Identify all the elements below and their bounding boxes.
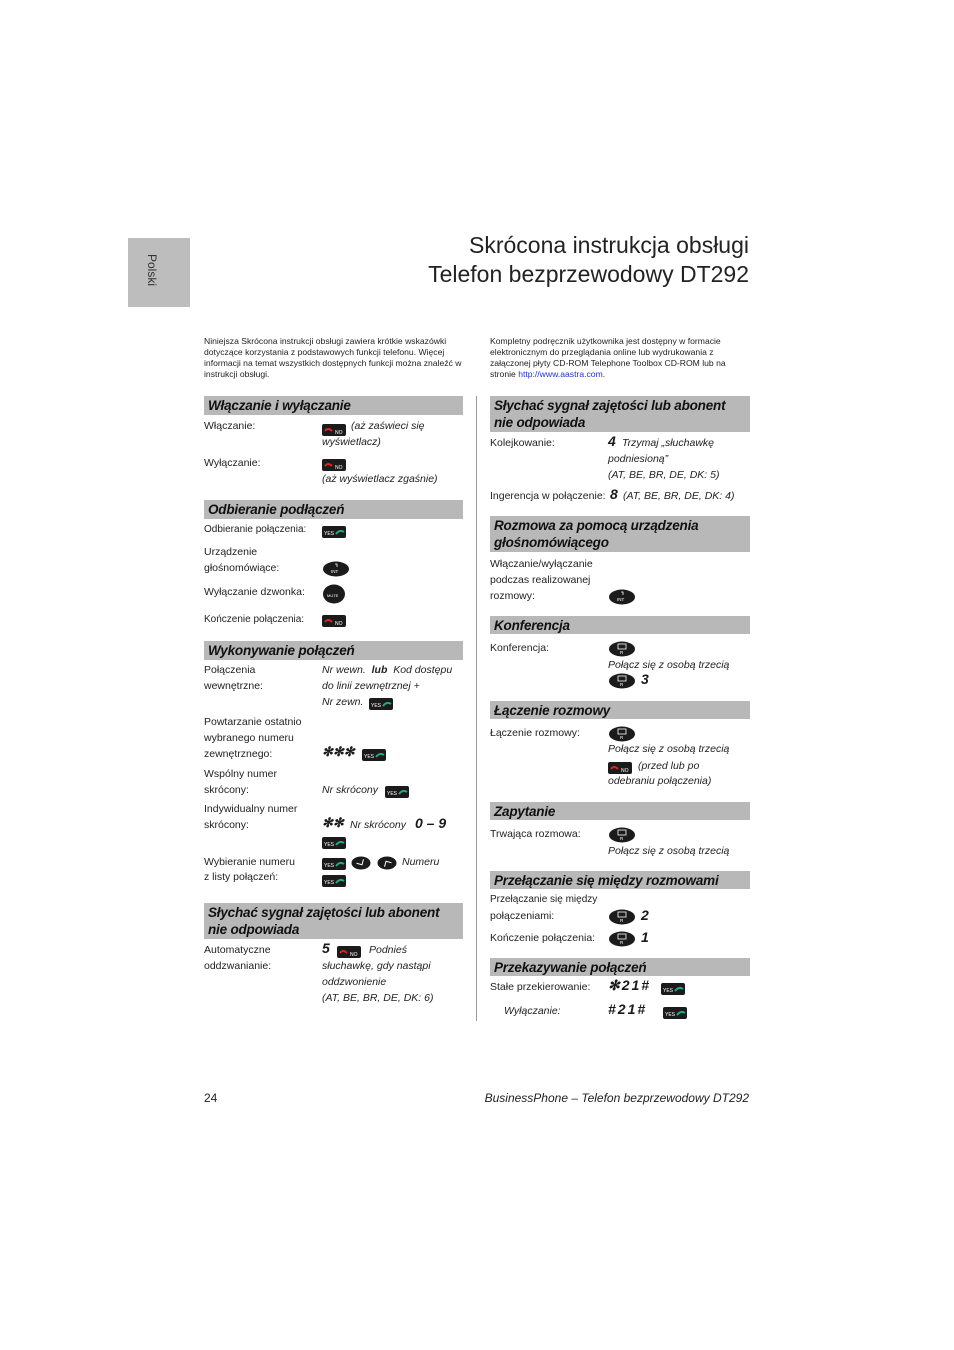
- r-key-icon: [608, 673, 636, 694]
- diversion-off-code: #21#: [608, 1001, 648, 1017]
- svg-text:YES: YES: [324, 531, 335, 537]
- section-header-transfer: Łączenie rozmowy: [490, 701, 750, 719]
- intrusion-digit: 8: [610, 486, 618, 502]
- switching-label-2: połączeniami:: [490, 910, 555, 922]
- queue-digit: 4: [608, 433, 616, 449]
- individual-speed-label-2: skrócony:: [204, 819, 249, 831]
- svg-text:YES: YES: [371, 703, 382, 709]
- common-speed-label-1: Wspólny numer: [204, 768, 277, 780]
- section-header-switching: Przełączanie się między rozmowami: [490, 871, 750, 889]
- language-tab: [128, 238, 190, 307]
- page-number: 24: [204, 1091, 218, 1105]
- diversion-off-label: Wyłączanie:: [504, 1005, 561, 1017]
- power-on-label: Włączanie:: [204, 420, 256, 432]
- queue-value-2: podniesioną”: [608, 453, 669, 465]
- svg-text:YES: YES: [364, 754, 375, 760]
- section-header-busy-left: Słychać sygnał zajętości lub abonent nie odpowiada: [204, 903, 463, 939]
- speaker-label-1: Urządzenie: [204, 546, 258, 558]
- speakerphone-label-2: podczas realizowanej: [490, 574, 591, 586]
- call-list-label-1: Wybieranie numeru: [204, 856, 295, 868]
- int-key-icon: [322, 561, 350, 582]
- internal-calls-label-2: wewnętrzne:: [204, 680, 263, 692]
- callback-value-3: oddzwonienie: [322, 976, 387, 988]
- callback-label-1: Automatyczne: [204, 944, 271, 956]
- svg-text:YES: YES: [387, 791, 398, 797]
- page-title-line1: Skrócona instrukcja obsługi: [469, 232, 749, 258]
- power-on-note-1: (aż zaświeci się: [351, 420, 425, 432]
- intro-right-end: .: [602, 369, 606, 379]
- yes-key-icon: [322, 836, 346, 854]
- svg-text:INT: INT: [617, 597, 625, 602]
- yes-key-icon: [385, 785, 409, 803]
- section-header-speakerphone: Rozmowa za pomocą urządzenia głośnomówiącego: [490, 516, 750, 552]
- inquiry-value: Połącz się z osobą trzecią: [608, 845, 730, 857]
- power-on-note-2: wyświetlacz): [322, 436, 381, 448]
- svg-text:NO: NO: [335, 465, 343, 471]
- footer-product: BusinessPhone – Telefon bezprzewodowy DT292: [484, 1091, 749, 1105]
- switching-end-label: Kończenie połączenia:: [490, 932, 596, 944]
- internal-calls-label-1: Połączenia: [204, 664, 256, 676]
- language-tab-label: Polski: [145, 254, 159, 287]
- yes-key-icon: [369, 697, 393, 715]
- navigation-key-down-icon: [351, 856, 371, 875]
- callback-digit: 5: [322, 940, 330, 956]
- redial-label-1: Powtarzanie ostatnio: [204, 716, 302, 728]
- r-key-icon: [608, 931, 636, 952]
- individual-speed-keys: ✻✻: [322, 815, 344, 830]
- callback-value-1: Podnieś: [369, 944, 407, 956]
- section-header-power: Włączanie i wyłączanie: [204, 396, 463, 415]
- svg-text:NO: NO: [621, 768, 629, 774]
- power-off-note: (aż wyświetlacz zgaśnie): [322, 473, 438, 485]
- intrusion-label: Ingerencja w połączenie:: [490, 490, 606, 502]
- yes-key-icon: [322, 857, 346, 875]
- svg-text:INT: INT: [331, 569, 339, 574]
- switching-end-digit: 1: [641, 929, 649, 945]
- individual-speed-value: Nr skrócony: [350, 819, 407, 831]
- r-key-icon: [608, 909, 636, 930]
- yes-key-icon: [362, 748, 386, 766]
- transfer-value-2: (przed lub po: [638, 760, 700, 772]
- intro-left: Niniejsza Skrócona instrukcji obsługi zawiera krótkie wskazówki dotyczące korzystania z podstawowych funkcji telefonu. Więcej informacji na temat wszystkich dostępnych funkcji można znaleźć w instrukcji obsługi.: [204, 336, 462, 379]
- svg-text:NO: NO: [350, 952, 358, 958]
- mute-ring-label: Wyłączanie dzwonka:: [204, 586, 305, 598]
- no-key-icon: [322, 614, 346, 632]
- conference-label: Konferencja:: [490, 642, 549, 654]
- redial-label-3: zewnętrznego:: [204, 748, 273, 760]
- speakerphone-label-3: rozmowy:: [490, 590, 535, 602]
- callback-label-2: oddzwanianie:: [204, 960, 272, 972]
- queue-value-3: (AT, BE, BR, DE, DK: 5): [608, 469, 720, 481]
- transfer-label: Łączenie rozmowy:: [490, 727, 580, 739]
- power-off-label: Wyłączanie:: [204, 457, 261, 469]
- section-header-busy-right: Słychać sygnał zajętości lub abonent nie odpowiada: [490, 396, 750, 432]
- svg-text:R: R: [620, 918, 624, 923]
- diversion-fixed-code: ✻21#: [608, 977, 652, 993]
- individual-speed-label-1: Indywidualny numer: [204, 803, 298, 815]
- svg-text:NO: NO: [335, 429, 343, 436]
- callback-value-4: (AT, BE, BR, DE, DK: 6): [322, 992, 434, 1004]
- call-list-label-2: z listy połączeń:: [204, 871, 279, 883]
- internal-calls-value-2: do linii zewnętrznej +: [322, 680, 420, 692]
- svg-text:NO: NO: [335, 621, 343, 627]
- mute-key-icon: [322, 584, 346, 609]
- call-list-value: Numeru: [402, 856, 440, 868]
- svg-text:YES: YES: [324, 842, 335, 848]
- yes-key-icon: [663, 1006, 687, 1024]
- aastra-link[interactable]: http://www.aastra.com: [518, 369, 603, 379]
- transfer-value-3: odebraniu połączenia): [608, 775, 712, 787]
- svg-text:R: R: [620, 836, 624, 841]
- answer-call-label: Odbieranie połączenia:: [204, 524, 307, 535]
- switching-digit: 2: [641, 907, 649, 923]
- speakerphone-label-1: Włączanie/wyłączanie: [490, 558, 593, 570]
- yes-key-icon: [322, 874, 346, 892]
- section-header-answering: Odbieranie podłączeń: [204, 500, 463, 519]
- transfer-value-1: Połącz się z osobą trzecią: [608, 743, 730, 755]
- yes-key-icon: [661, 982, 685, 1000]
- svg-text:MUTE: MUTE: [327, 593, 339, 598]
- column-divider: [476, 396, 477, 1021]
- common-speed-label-2: skrócony:: [204, 784, 249, 796]
- internal-calls-value-1: Nr wewn. lub Kod dostępu: [322, 664, 453, 676]
- svg-text:YES: YES: [324, 863, 335, 869]
- intro-right: [490, 336, 752, 380]
- intro-right-text: Kompletny podręcznik użytkownika jest dostępny w formacie elektronicznym do przeglądania online lub wydrukowania z załączonej płyty CD-ROM Telephone Toolbox CD-ROM lub na stronie: [490, 336, 726, 379]
- svg-text:R: R: [620, 735, 624, 740]
- page-title-line2: Telefon bezprzewodowy DT292: [428, 261, 749, 287]
- section-header-making-calls: Wykonywanie połączeń: [204, 641, 463, 660]
- individual-speed-range: 0 – 9: [415, 815, 447, 831]
- svg-text:YES: YES: [665, 1012, 676, 1018]
- diversion-fixed-label: Stałe przekierowanie:: [490, 981, 591, 993]
- section-header-inquiry: Zapytanie: [490, 802, 750, 820]
- int-key-icon: [608, 589, 636, 610]
- intrusion-value: (AT, BE, BR, DE, DK: 4): [623, 490, 735, 502]
- svg-text:R: R: [620, 682, 624, 687]
- svg-text:R: R: [620, 650, 624, 655]
- queue-value-1: Trzymaj „słuchawkę: [622, 437, 714, 449]
- queue-label: Kolejkowanie:: [490, 437, 555, 449]
- speaker-label-2: głośnomówiące:: [204, 562, 280, 574]
- navigation-key-up-icon: [377, 856, 397, 875]
- conference-digit: 3: [641, 671, 649, 687]
- internal-calls-value-3: Nr zewn.: [322, 696, 364, 708]
- inquiry-label: Trwająca rozmowa:: [490, 828, 581, 840]
- conference-value: Połącz się z osobą trzecią: [608, 659, 730, 671]
- svg-text:YES: YES: [324, 880, 335, 886]
- switching-label-1: Przełączanie się między: [490, 894, 598, 905]
- redial-label-2: wybranego numeru: [204, 732, 294, 744]
- svg-text:YES: YES: [663, 988, 674, 994]
- svg-text:R: R: [620, 940, 624, 945]
- callback-value-2: słuchawkę, gdy nastąpi: [322, 960, 431, 972]
- redial-keys: ✻✻✻: [322, 744, 355, 759]
- end-call-label: Kończenie połączenia:: [204, 614, 305, 625]
- section-header-conference: Konferencja: [490, 616, 750, 634]
- section-header-diversion: Przekazywanie połączeń: [490, 958, 750, 976]
- common-speed-value: Nr skrócony: [322, 784, 379, 796]
- yes-key-icon: [322, 525, 346, 543]
